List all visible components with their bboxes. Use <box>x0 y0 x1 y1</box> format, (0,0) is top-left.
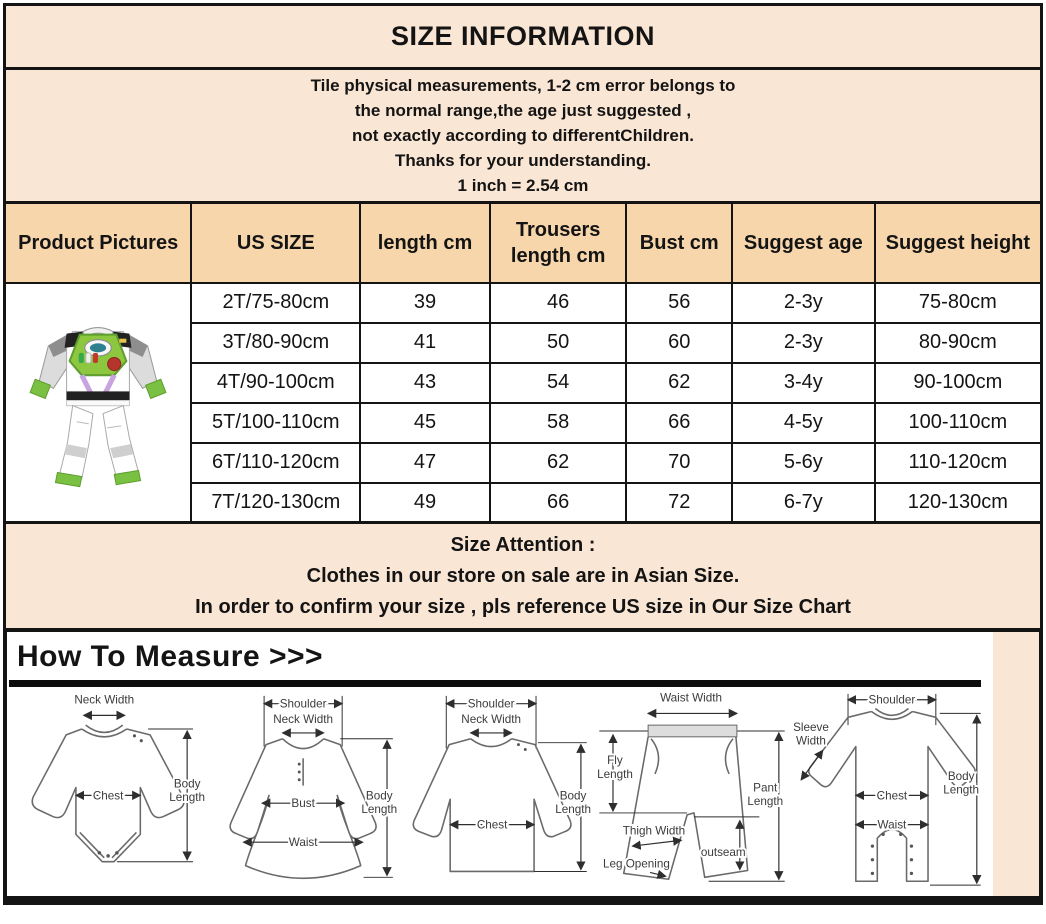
cell-suggest-height: 80-90cm <box>875 323 1042 363</box>
measure-diagram-shirt <box>401 690 593 890</box>
cell-us-size: 3T/80-90cm <box>191 323 360 363</box>
body-length-label: Length <box>555 802 591 816</box>
waist-label: Waist <box>877 818 907 832</box>
col-header-suggest-age: Suggest age <box>732 203 875 283</box>
heading-underline <box>9 680 981 687</box>
body-length-label: Length <box>169 791 206 805</box>
cell-bust-cm: 70 <box>626 443 732 483</box>
cell-trousers-length-cm: 54 <box>490 363 627 403</box>
cell-bust-cm: 72 <box>626 483 732 523</box>
how-to-measure-heading: How To Measure >>> <box>17 640 324 673</box>
header-row <box>5 203 1042 283</box>
measure-diagram-bodysuit <box>11 690 215 890</box>
notice-line: not exactly according to differentChildren. <box>352 126 694 145</box>
pant-length-label: Length <box>747 795 784 809</box>
sleeve-width-label: Sleeve <box>793 720 829 734</box>
body-length-label: Body <box>559 789 587 803</box>
measure-diagram-pants <box>593 690 793 890</box>
measure-diagram-romper <box>793 690 985 890</box>
cell-suggest-age: 5-6y <box>732 443 875 483</box>
col-header-suggest-height: Suggest height <box>875 203 1042 283</box>
shoulder-label: Shoulder <box>279 697 327 711</box>
neck-width-label: Neck Width <box>74 693 135 707</box>
cell-length-cm: 43 <box>360 363 490 403</box>
body-length-label: Body <box>947 769 975 783</box>
body-length-label: Length <box>943 783 980 797</box>
cell-bust-cm: 60 <box>626 323 732 363</box>
page-title: SIZE INFORMATION <box>391 21 655 51</box>
waist-label: Waist <box>288 836 318 850</box>
cell-bust-cm: 66 <box>626 403 732 443</box>
notice-line: Thanks for your understanding. <box>395 151 651 170</box>
cell-suggest-age: 4-5y <box>732 403 875 443</box>
cell-suggest-height: 90-100cm <box>875 363 1042 403</box>
cell-us-size: 2T/75-80cm <box>191 283 360 323</box>
fly-length-label: Fly <box>607 754 623 768</box>
fly-length-label: Length <box>597 767 633 781</box>
size-attention-title: Size Attention : <box>450 533 596 556</box>
col-header-length-cm: length cm <box>360 203 490 283</box>
cell-suggest-age: 6-7y <box>732 483 875 523</box>
cell-suggest-age: 2-3y <box>732 323 875 363</box>
cell-length-cm: 47 <box>360 443 490 483</box>
col-header-trousers-length-cm: Trousers length cm <box>490 203 627 283</box>
bust-label: Bust <box>291 797 315 811</box>
pant-length-label: Pant <box>753 781 778 795</box>
title-box <box>3 3 1043 70</box>
neck-width-label: Neck Width <box>273 713 334 727</box>
cell-trousers-length-cm: 66 <box>490 483 627 523</box>
cell-us-size: 7T/120-130cm <box>191 483 360 523</box>
chest-label: Chest <box>92 789 124 803</box>
body-length-label: Body <box>365 789 393 803</box>
cell-suggest-age: 3-4y <box>732 363 875 403</box>
cell-suggest-height: 75-80cm <box>875 283 1042 323</box>
product-picture-cell <box>5 283 192 523</box>
shoulder-label: Shoulder <box>868 693 916 707</box>
cell-length-cm: 39 <box>360 283 490 323</box>
notice-box <box>3 67 1043 204</box>
col-header-product-pictures: Product Pictures <box>5 203 192 283</box>
neck-width-label: Neck Width <box>461 713 522 727</box>
how-to-measure-section <box>3 628 1043 905</box>
size-attention-box <box>3 521 1043 631</box>
sleeve-width-label: Width <box>796 734 826 748</box>
col-header-bust-cm: Bust cm <box>626 203 732 283</box>
notice-line: 1 inch = 2.54 cm <box>457 176 589 195</box>
cell-trousers-length-cm: 62 <box>490 443 627 483</box>
cell-suggest-height: 110-120cm <box>875 443 1042 483</box>
waist-width-label: Waist Width <box>660 691 723 705</box>
notice-line: the normal range,the age just suggested , <box>354 101 692 120</box>
size-attention-line: In order to confirm your size , pls reference US size in Our Size Chart <box>195 595 851 618</box>
size-attention-line: Clothes in our store on sale are in Asian Size. <box>306 564 740 587</box>
table-row <box>5 283 1042 323</box>
shoulder-label: Shoulder <box>467 697 515 711</box>
body-length-label: Length <box>361 802 398 816</box>
cell-length-cm: 41 <box>360 323 490 363</box>
cell-length-cm: 45 <box>360 403 490 443</box>
chest-label: Chest <box>476 818 508 832</box>
cell-bust-cm: 56 <box>626 283 732 323</box>
outseam-label: outseam <box>700 845 746 859</box>
cell-us-size: 4T/90-100cm <box>191 363 360 403</box>
cell-bust-cm: 62 <box>626 363 732 403</box>
leg-opening-label: Leg Opening <box>602 857 670 871</box>
thigh-width-label: Thigh Width <box>622 824 686 838</box>
size-table <box>3 201 1043 524</box>
body-length-label: Body <box>173 777 201 791</box>
cell-trousers-length-cm: 50 <box>490 323 627 363</box>
col-header-us-size: US SIZE <box>191 203 360 283</box>
cell-us-size: 6T/110-120cm <box>191 443 360 483</box>
chest-label: Chest <box>876 789 908 803</box>
cell-suggest-height: 100-110cm <box>875 403 1042 443</box>
how-to-measure-panel <box>7 632 993 896</box>
measure-diagram-dress <box>215 690 401 890</box>
cell-suggest-height: 120-130cm <box>875 483 1042 523</box>
cell-length-cm: 49 <box>360 483 490 523</box>
buzz-lightyear-pajama-set-image <box>22 300 174 498</box>
measure-diagrams <box>7 687 993 890</box>
cell-suggest-age: 2-3y <box>732 283 875 323</box>
cell-trousers-length-cm: 58 <box>490 403 627 443</box>
notice-line: Tile physical measurements, 1-2 cm error belongs to <box>310 76 736 95</box>
cell-trousers-length-cm: 46 <box>490 283 627 323</box>
cell-us-size: 5T/100-110cm <box>191 403 360 443</box>
